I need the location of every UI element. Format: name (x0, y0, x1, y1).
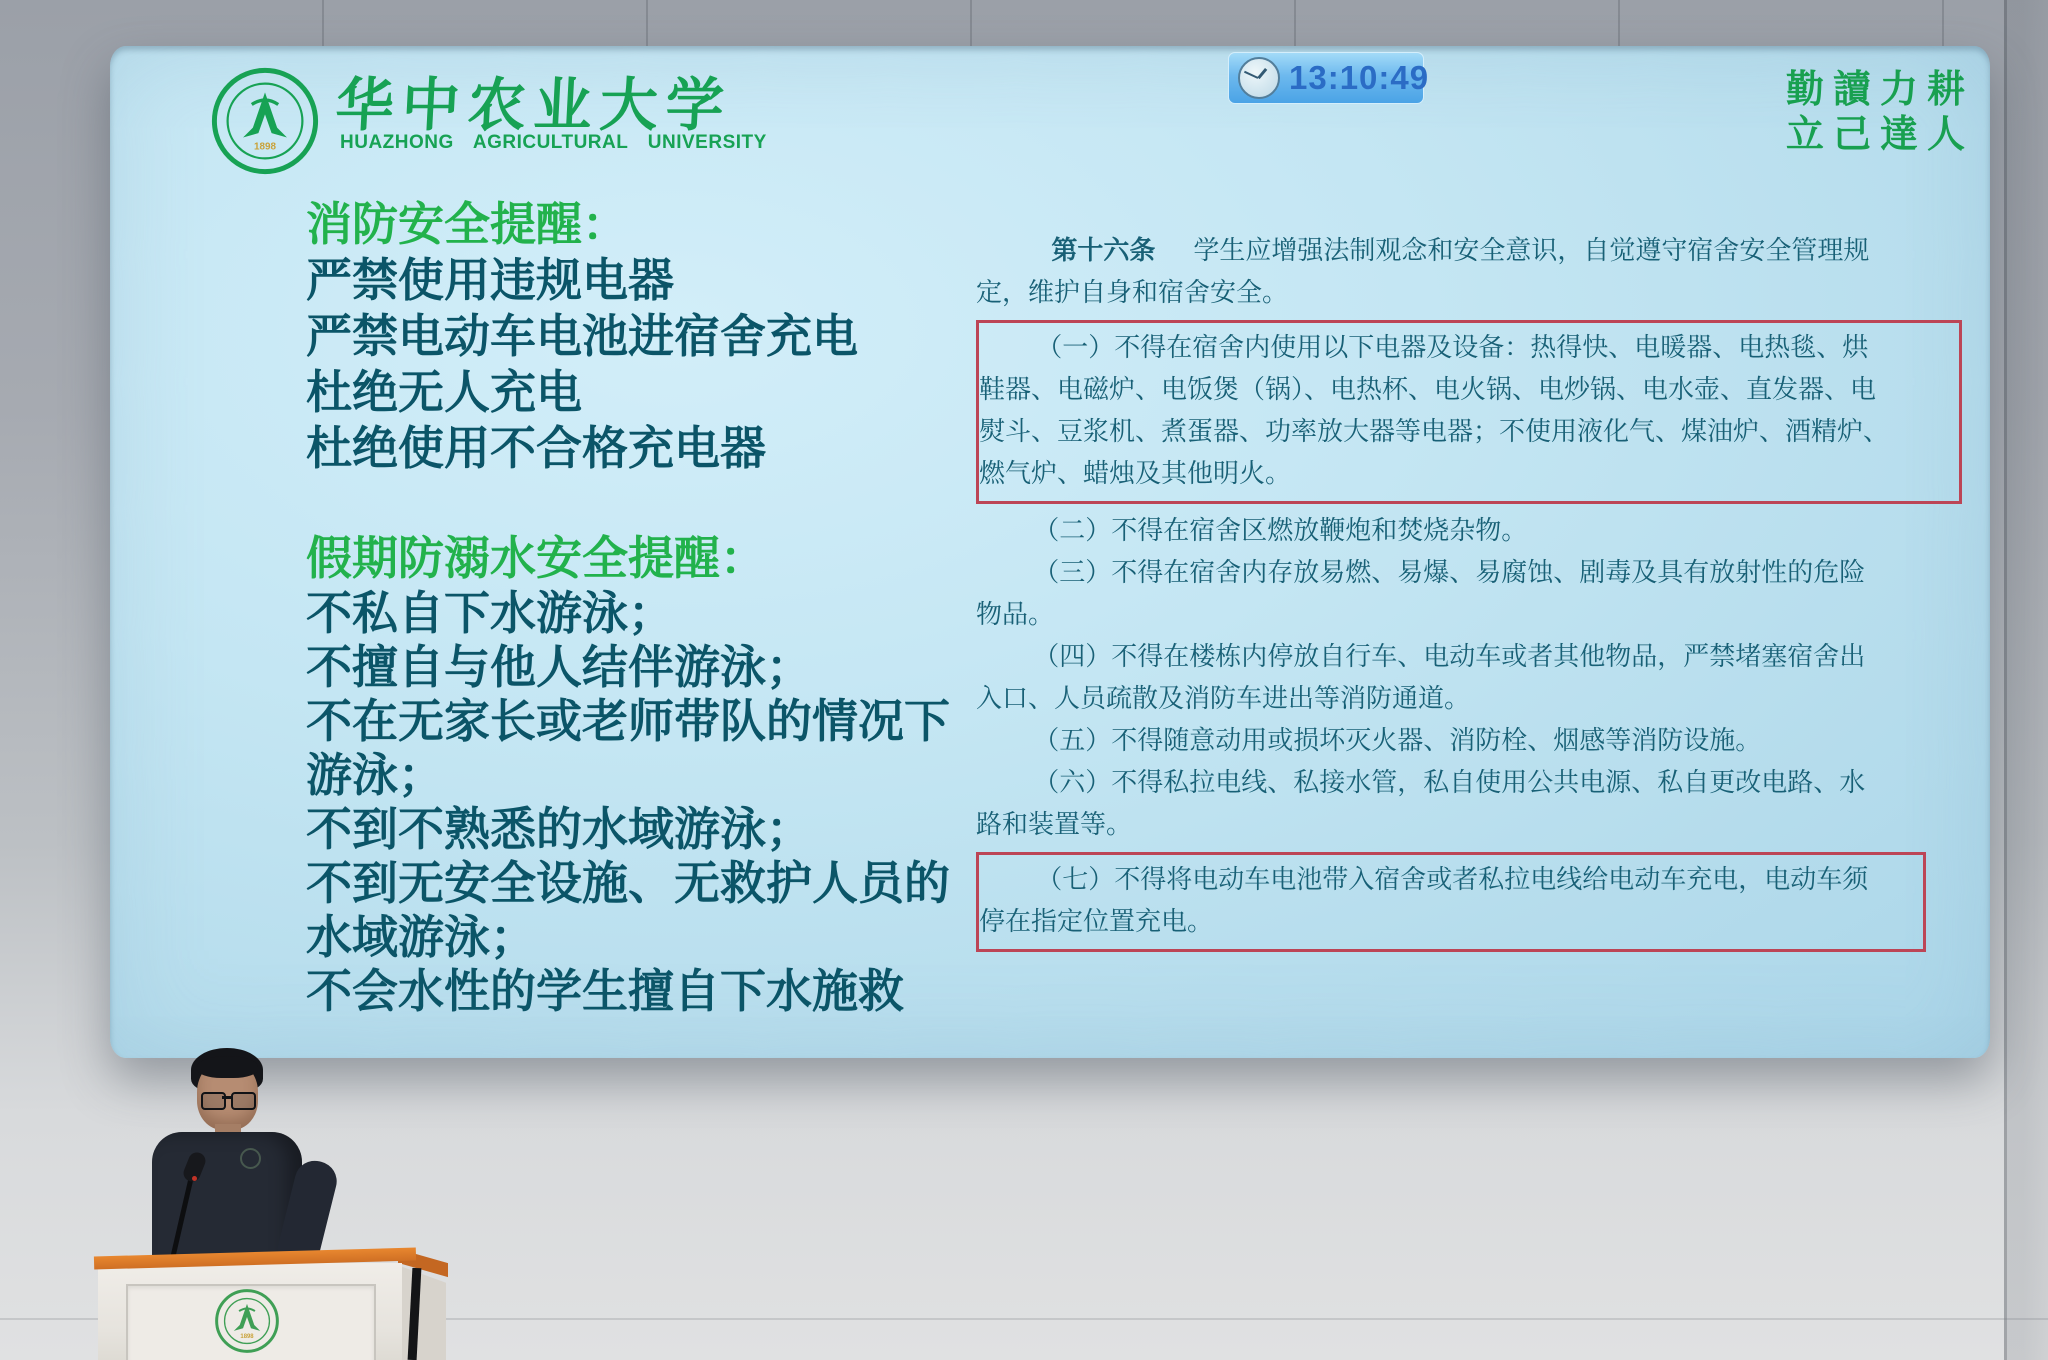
regulation-item-1-line: 熨斗、豆浆机、煮蛋器、功率放大器等电器；不使用液化气、煤油炉、酒精炉、 (979, 417, 1890, 446)
regulation-item-5: （五）不得随意动用或损坏灭火器、消防栓、烟感等消防设施。 (1033, 726, 1762, 755)
clock-widget (1228, 52, 1430, 104)
fire-safety-line: 杜绝使用不合格充电器 (306, 422, 766, 474)
podium-side-face (400, 1266, 446, 1360)
regulation-item-1-line: 鞋器、电磁炉、电饭煲（锅）、电热杯、电火锅、电炒锅、电水壶、直发器、电 (979, 375, 1877, 404)
regulation-item-1-line: 燃气炉、蜡烛及其他明火。 (979, 459, 1292, 488)
university-name-zh: 华中农业大学 (334, 73, 734, 138)
wall-panel-seams (0, 0, 2048, 46)
regulation-item-7-line: （七）不得将电动车电池带入宿舍或者私拉电线给电动车充电，电动车须 (1036, 865, 1869, 894)
speaker-hair-fringe (197, 1056, 258, 1078)
regulation-item-4-line: （四）不得在楼栋内停放自行车、电动车或者其他物品，严禁堵塞宿舍出 (1033, 642, 1866, 671)
article-intro-line: 定，维护自身和宿舍安全。 (976, 278, 1289, 307)
regulation-item-3-line: （三）不得在宿舍内存放易燃、易爆、易腐蚀、剧毒及具有放射性的危险 (1033, 558, 1866, 587)
motto-line-2: 立己達人 (1785, 114, 1974, 156)
wall-right-corner (2004, 0, 2048, 1360)
glasses-lens (231, 1092, 256, 1110)
article-number: 第十六条 (1051, 236, 1156, 265)
glasses-bridge (222, 1096, 232, 1099)
fire-safety-section (306, 196, 1026, 476)
regulations-article-16 (976, 230, 1962, 958)
regulation-item-2: （二）不得在宿舍区燃放鞭炮和焚烧杂物。 (1033, 516, 1528, 545)
university-name-en: HUAZHONG AGRICULTURAL UNIVERSITY (340, 132, 767, 153)
motto-line-1: 勤讀力耕 (1785, 69, 1974, 111)
drowning-safety-line: 不私自下水游泳； (306, 587, 674, 639)
regulation-item-6-line: （六）不得私拉电线、私接水管，私自使用公共电源、私自更改电路、水 (1033, 768, 1866, 797)
regulation-item-1-line: （一）不得在宿舍内使用以下电器及设备：热得快、电暖器、电热毯、烘 (1036, 333, 1869, 362)
university-seal-logo (210, 66, 320, 176)
fire-safety-line: 严禁使用违规电器 (306, 254, 674, 306)
drowning-safety-line: 水域游泳； (306, 911, 536, 963)
article-intro-line: 第十六条 学生应增强法制观念和安全意识，自觉遵守宿舍安全管理规 (1051, 236, 1870, 265)
drowning-safety-line: 不在无家长或老师带队的情况下 (306, 695, 950, 747)
regulation-item-4-line: 入口、人员疏散及消防车进出等消防通道。 (976, 684, 1471, 713)
regulation-item-6-line: 路和装置等。 (976, 810, 1133, 839)
clock-icon (1238, 57, 1280, 99)
highlight-box-banned-appliances (976, 320, 1962, 504)
fire-safety-line: 严禁电动车电池进宿舍充电 (306, 310, 858, 362)
clock-time: 13:10:49 (1289, 59, 1430, 96)
regulation-item-7-line: 停在指定位置充电。 (979, 907, 1214, 936)
drowning-safety-line: 游泳； (306, 749, 444, 801)
led-presentation-screen (110, 46, 1990, 1058)
highlight-box-ebike-charging (976, 852, 1926, 952)
drowning-safety-line: 不擅自与他人结伴游泳； (306, 641, 812, 693)
drowning-safety-line: 不到无安全设施、无救护人员的 (306, 857, 950, 909)
podium-seal-logo (214, 1288, 280, 1354)
speaker-glasses (201, 1092, 255, 1108)
university-motto (1786, 68, 1974, 158)
drowning-safety-section (306, 530, 1046, 1018)
glasses-lens (201, 1092, 226, 1110)
fire-safety-line: 杜绝无人充电 (306, 366, 582, 418)
microphone-indicator-light (192, 1176, 197, 1181)
polo-chest-logo (240, 1148, 261, 1169)
drowning-safety-line: 不到不熟悉的水域游泳； (306, 803, 812, 855)
regulation-item-3-line: 物品。 (976, 600, 1055, 629)
drowning-safety-heading: 假期防溺水安全提醒： (306, 532, 766, 584)
drowning-safety-line: 不会水性的学生擅自下水施救 (306, 965, 904, 1017)
fire-safety-heading: 消防安全提醒： (306, 198, 628, 250)
